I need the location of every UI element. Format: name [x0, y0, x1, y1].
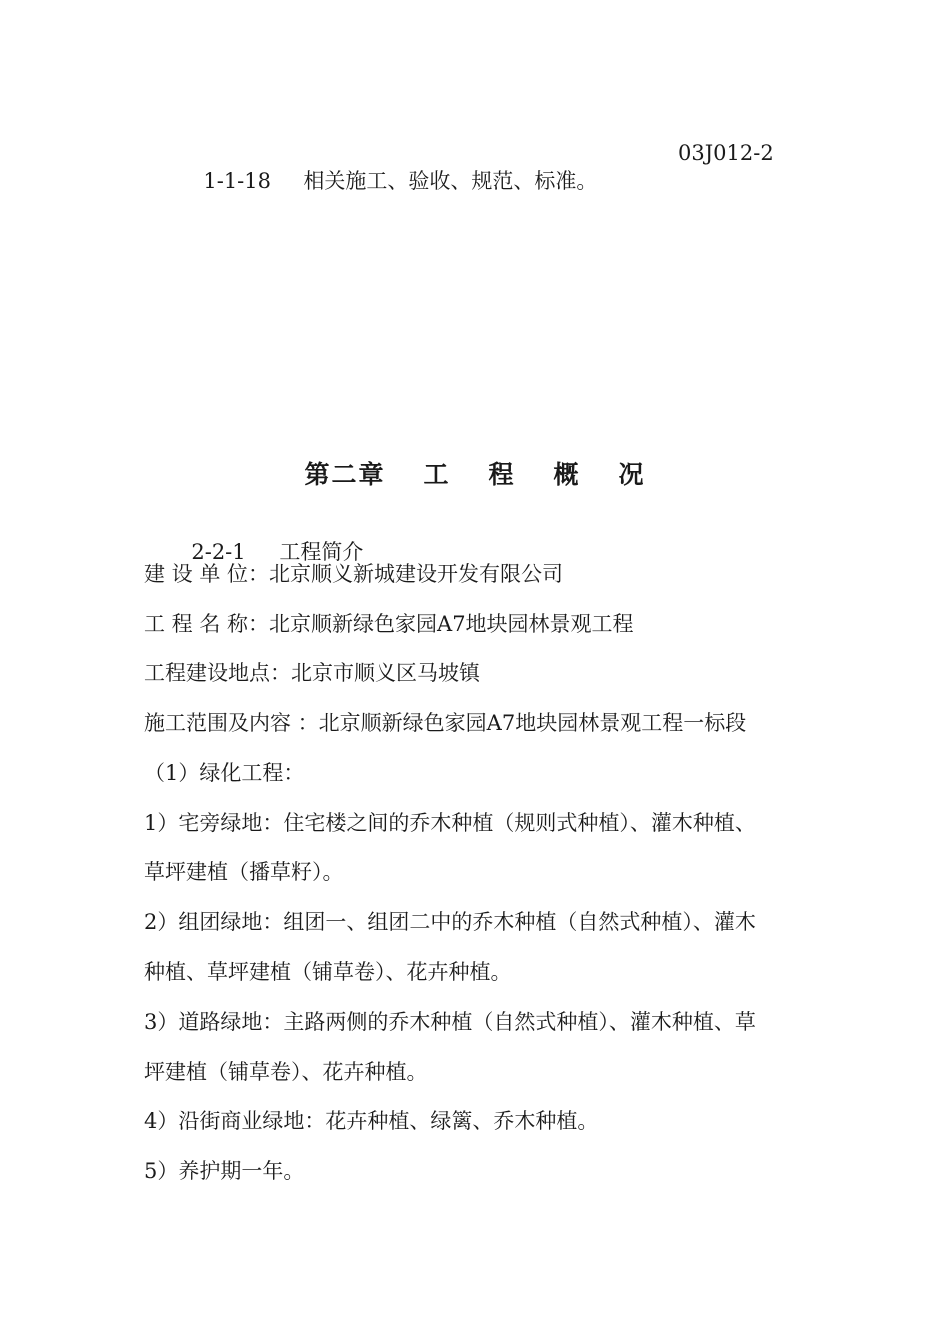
reference-item — [190, 139, 774, 195]
body-line: 1）宅旁绿地：住宅楼之间的乔木种植（规则式种植）、灌木种植、 — [144, 811, 756, 835]
reference-item-code: 03J012-2 — [678, 141, 774, 165]
section-title: 工程简介 — [279, 540, 364, 564]
body-line: 建 设 单 位：北京顺义新城建设开发有限公司 — [144, 562, 564, 586]
section-number: 2-2-1 — [191, 540, 246, 564]
body-line: 种植、草坪建植（铺草卷）、花卉种植。 — [144, 960, 512, 984]
chapter-word: 况 — [618, 460, 646, 489]
chapter-word: 概 — [553, 460, 581, 489]
body-line: 2）组团绿地：组团一、组团二中的乔木种植（自然式种植）、灌木 — [144, 910, 756, 934]
body-line: 坪建植（铺草卷）、花卉种植。 — [144, 1060, 428, 1084]
body-line: 5）养护期一年。 — [144, 1159, 305, 1183]
body-line: （1）绿化工程： — [144, 761, 305, 785]
body-line: 工程建设地点：北京市顺义区马坡镇 — [144, 661, 480, 685]
body-line: 草坪建植（播草籽）。 — [144, 860, 344, 884]
section-heading — [178, 510, 363, 566]
body-line: 工 程 名 称：北京顺新绿色家园A7地块园林景观工程 — [144, 612, 634, 636]
chapter-title — [0, 458, 950, 492]
body-line: 3）道路绿地：主路两侧的乔木种植（自然式种植）、灌木种植、草 — [144, 1010, 756, 1034]
reference-item-number: 1-1-18 — [203, 169, 271, 193]
chapter-word: 程 — [488, 460, 516, 489]
chapter-word: 工 — [423, 460, 451, 489]
reference-item-text: 相关施工、验收、规范、标准。 — [303, 169, 598, 193]
body-line: 施工范围及内容 ：北京顺新绿色家园A7地块园林景观工程一标段 — [144, 711, 747, 735]
body-line: 4）沿街商业绿地：花卉种植、绿篱、乔木种植。 — [144, 1109, 599, 1133]
chapter-label: 第二章 — [304, 460, 386, 489]
